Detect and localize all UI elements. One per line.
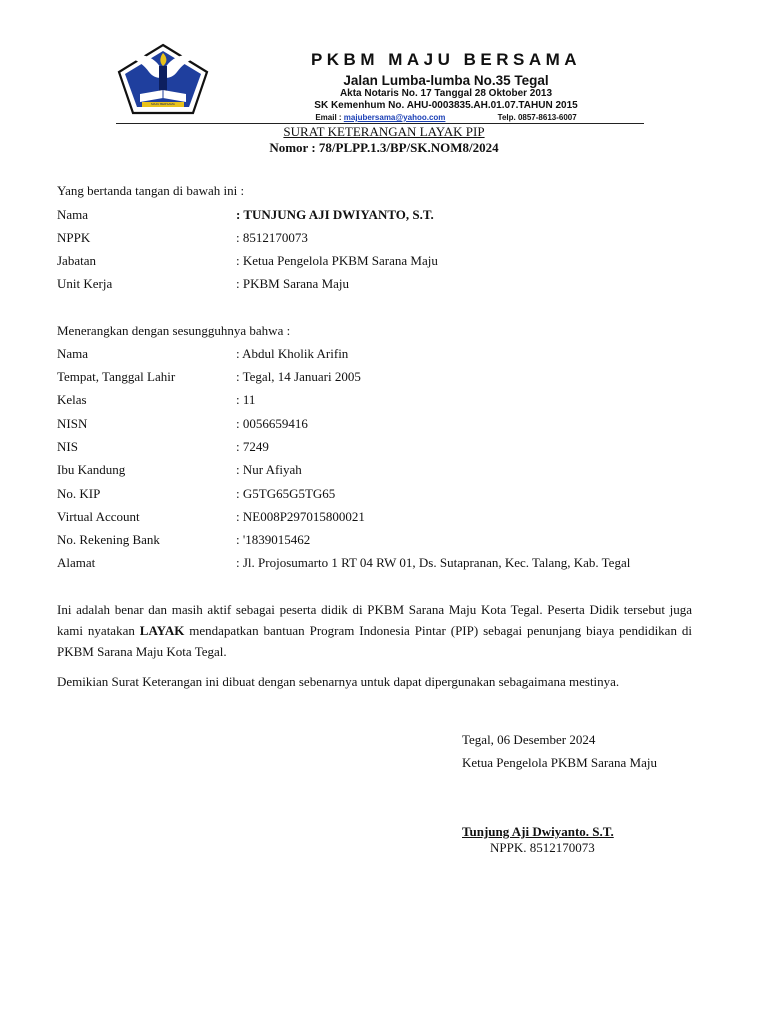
signer-nppk-label: NPPK <box>57 230 91 245</box>
student-mother-label: Ibu Kandung <box>57 462 126 477</box>
student-nis-label: NIS <box>57 439 78 454</box>
student-bank-label: No. Rekening Bank <box>57 532 160 547</box>
statement-text-start: Ini adalah benar dan masih aktif sebagai peserta didik di PKBM Sarana Maju Kota Tegal. Peserta Didik tersebut juga kami nyatakan <box>57 602 692 638</box>
closing-paragraph: Demikian Surat Keterangan ini dibuat dengan sebenarnya untuk dapat dipergunakan sebagaimana mestinya. <box>57 674 620 689</box>
student-address-label: Alamat <box>57 555 96 570</box>
signer-nppk-value: : 8512170073 <box>236 230 308 245</box>
signer-position-label: Jabatan <box>57 253 96 268</box>
document-number: Nomor : 78/PLPP.1.3/BP/SK.NOM8/2024 <box>269 140 499 155</box>
signer-unit-value: : PKBM Sarana Maju <box>236 276 350 291</box>
signature-name: Tunjung Aji Dwiyanto. S.T. <box>462 824 614 839</box>
signature-nppk: NPPK. 8512170073 <box>490 840 595 855</box>
org-address: Jalan Lumba-lumba No.35 Tegal <box>343 73 549 88</box>
student-bank-value: : '1839015462 <box>236 532 311 547</box>
phone-number: Telp. 0857-8613-6007 <box>497 113 577 122</box>
signer-intro: Yang bertanda tangan di bawah ini : <box>57 183 245 198</box>
signer-position-value: : Ketua Pengelola PKBM Sarana Maju <box>236 253 438 268</box>
pkbm-logo <box>116 42 210 116</box>
student-address-value: : Jl. Projosumarto 1 RT 04 RW 01, Ds. Sutapranan, Kec. Talang, Kab. Tegal <box>236 555 631 570</box>
student-name-value: : Abdul Kholik Arifin <box>236 346 349 361</box>
signer-unit-label: Unit Kerja <box>57 276 113 291</box>
letterhead-text <box>276 42 616 122</box>
ministry-decree: SK Kemenhum No. AHU-0003835.AH.01.07.TAHUN 2015 <box>314 100 578 111</box>
student-va-value: : NE008P297015800021 <box>236 509 365 524</box>
signature-place-date: Tegal, 06 Desember 2024 <box>462 732 596 747</box>
student-birth-value: : Tegal, 14 Januari 2005 <box>236 369 361 384</box>
document-title-block <box>0 124 768 156</box>
student-class-label: Kelas <box>57 392 87 407</box>
statement-text-end: mendapatkan bantuan Program Indonesia Pintar (PIP) sebagai penunjang biaya pendidikan di PKBM Sarana Maju Kota Tegal. <box>57 623 692 659</box>
notary-deed: Akta Notaris No. 17 Tanggal 28 Oktober 2013 <box>339 88 553 99</box>
student-mother-value: : Nur Afiyah <box>236 462 302 477</box>
letterhead <box>116 42 644 122</box>
org-name: PKBM MAJU BERSAMA <box>310 50 582 69</box>
signer-name-value: : TUNJUNG AJI DWIYANTO, S.T. <box>236 207 434 222</box>
student-va-label: Virtual Account <box>57 509 140 524</box>
statement-paragraph <box>57 599 692 662</box>
student-nis-value: : 7249 <box>236 439 269 454</box>
email-link[interactable]: majubersama@yahoo.com <box>343 113 446 122</box>
student-intro: Menerangkan dengan sesungguhnya bahwa : <box>57 323 291 338</box>
document-title: SURAT KETERANGAN LAYAK PIP <box>283 124 485 139</box>
student-nisn-label: NISN <box>57 416 88 431</box>
signer-name-label: Nama <box>57 207 89 222</box>
logo-caption: MAJU BERSAMA <box>151 102 175 106</box>
signature-position: Ketua Pengelola PKBM Sarana Maju <box>462 755 657 770</box>
eligibility-status: LAYAK <box>139 623 185 638</box>
email-label: Email : <box>315 113 342 122</box>
student-kip-value: : G5TG65G5TG65 <box>236 486 336 501</box>
student-nisn-value: : 0056659416 <box>236 416 308 431</box>
student-name-label: Nama <box>57 346 89 361</box>
student-birth-label: Tempat, Tanggal Lahir <box>57 369 176 384</box>
student-kip-label: No. KIP <box>57 486 101 501</box>
contact-line <box>276 113 616 122</box>
student-class-value: : 11 <box>236 392 256 407</box>
